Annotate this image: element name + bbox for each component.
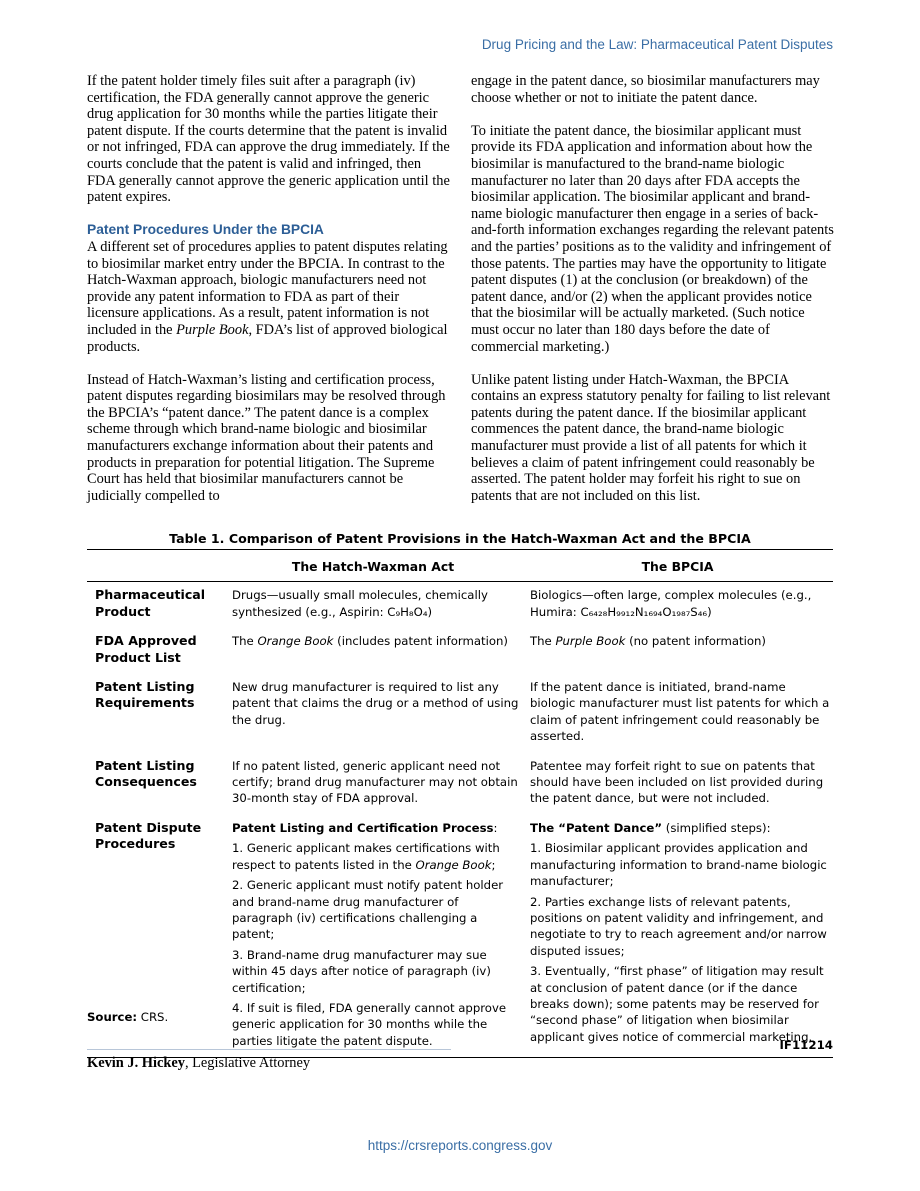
left-column (87, 73, 450, 521)
hatch-waxman-cell: New drug manufacturer is required to list any patent that claims the drug or a method of using the drug. (232, 680, 519, 727)
hatch-waxman-cell (224, 582, 522, 628)
paragraph: Instead of Hatch-Waxman’s listing and certification process, patent disputes regarding biosimilars may be resolved through the BPCIA’s “patent dance.” The patent dance is a complex scheme through which brand-name biologic and biosimilar manufacturers exchange information about their patents and products in preparation for potential litigation. The Supreme Court has held that biosimilar manufacturers cannot be judicially compelled to (87, 371, 446, 504)
text: Drugs—usually small molecules, chemically synthesized (e.g., Aspirin: (232, 588, 488, 619)
bpcia-cell (522, 815, 833, 1058)
chemical-formula: C₆₄₂₈H₉₉₁₂N₁₆₉₄O₁₉₈₇S₄₆ (580, 604, 708, 619)
text: : (493, 820, 498, 835)
text: 1. Generic applicant makes certifications with respect to patents listed in the (232, 841, 500, 872)
text: The (530, 634, 556, 649)
author-title: , Legislative Attorney (184, 1055, 311, 1071)
cell-heading (530, 820, 833, 836)
step-item: 4. If suit is filed, FDA generally cannot approve generic application for 30 months while the parties litigate the patent dispute. (232, 1000, 507, 1048)
header-empty-cell (87, 550, 224, 582)
bpcia-cell (522, 582, 833, 628)
header-bpcia: The BPCIA (522, 550, 833, 582)
table-header-row (87, 550, 833, 582)
author-name: Kevin J. Hickey (87, 1055, 185, 1071)
paragraph: engage in the patent dance, so biosimilar manufacturers may choose whether or not to initiate the patent dance. (471, 73, 820, 106)
step-item: 2. Parties exchange lists of relevant patents, positions on patent validity and infringement, and negotiate to try to reach agreement and/or narrow disputed issues; (530, 894, 827, 958)
comparison-table (87, 549, 833, 1058)
step-item (232, 840, 522, 873)
text: (includes patent information) (333, 634, 508, 649)
table-source (87, 1010, 168, 1024)
paragraph: Unlike patent listing under Hatch-Waxman, the BPCIA contains an express statutory penalty for failing to list relevant patents during the patent dance. If the biosimilar applicant commences the patent dance, the brand-name biologic manufacturer must provide a list of all patents for which it believes a claim of patent infringement could reasonably be asserted. The patent holder may forfeit his right to sue on patents that are not included on this list. (471, 371, 831, 504)
table-row (87, 753, 833, 815)
header-hatch-waxman: The Hatch-Waxman Act (224, 550, 522, 582)
text: Biologics—often large, complex molecules (e.g., Humira: (530, 588, 812, 619)
bpcia-cell: Patentee may forfeit right to sue on patents that should have been included on list provided during the patent dance, but were not included. (530, 758, 824, 806)
purple-book-title: Purple Book (176, 321, 249, 338)
report-code: IF11214 (779, 1038, 833, 1052)
row-label: Patent Dispute Procedures (87, 815, 224, 1058)
bpcia-cell: If the patent dance is initiated, brand-name biologic manufacturer must list patents for which a claim of patent infringement could reasonably be asserted. (530, 680, 830, 744)
step-item: 2. Generic applicant must notify patent holder and brand-name drug manufacturer of paragraph (iv) certifications challenging a patent; (232, 878, 504, 942)
source-value: CRS. (137, 1010, 169, 1024)
table-row (87, 582, 833, 628)
paragraph (87, 239, 450, 355)
text: , FDA’s list of approved biological products. (87, 321, 448, 355)
bold-text: Patent Listing and Certification Process (232, 820, 494, 835)
step-item: 3. Brand-name drug manufacturer may sue within 45 days after notice of paragraph (iv) certification; (232, 947, 491, 995)
paragraph: To initiate the patent dance, the biosimilar applicant must provide its FDA application and information about how the biosimilar is manufactured to the brand-name biologic manufacturer no later than 20 days after FDA accepts the biosimilar application. The biosimilar applicant and brand-name biologic manufacturer then engage in a series of back-and-forth information exchanges regarding the relevant patents and the parties’ positions as to the validity and infringement of those patents. The parties may have the opportunity to litigate patent disputes (1) at the conclusion (or breakdown) of the patent dance, and/or (2) when the applicant provides notice that the biosimilar will be actually marketed. (Such notice must occur no later than 180 days before the date of commercial marketing.) (471, 122, 834, 355)
hatch-waxman-cell: If no patent listed, generic applicant need not certify; brand drug manufacturer may not obtain 30-month stay of FDA approval. (232, 758, 518, 806)
row-label: Patent Listing Consequences (95, 757, 197, 790)
row-label: Patent Listing Requirements (95, 679, 195, 711)
purple-book-title: Purple Book (555, 634, 626, 649)
author-line (87, 1055, 310, 1072)
section-heading: Patent Procedures Under the BPCIA (87, 222, 324, 238)
hatch-waxman-cell (224, 815, 522, 1058)
orange-book-title: Orange Book (415, 857, 492, 872)
right-column (471, 73, 834, 521)
table-row (87, 628, 833, 674)
cell-heading (232, 820, 522, 836)
table-row (87, 674, 833, 753)
row-label: Pharmaceutical Product (95, 587, 206, 619)
step-item: 1. Biosimilar applicant provides application and manufacturing information to brand-name biologic manufacturer; (530, 841, 827, 889)
step-item: 3. Eventually, “first phase” of litigation may result at conclusion of patent dance (or if the dance breaks down); some patents may be reserved for “second phase” of litigation when biosimilar applicant gives notice of commercial marketing. (530, 964, 824, 1044)
footer-url[interactable]: https://crsreports.congress.gov (367, 1138, 553, 1153)
table-title: Table 1. Comparison of Patent Provisions in the Hatch-Waxman Act and the BPCIA (169, 531, 751, 546)
running-header: Drug Pricing and the Law: Pharmaceutical Patent Disputes (481, 37, 833, 52)
table-row (87, 815, 833, 1058)
text: The (232, 634, 258, 649)
text: A different set of procedures applies to patent disputes relating to biosimilar market entry under the BPCIA. In contrast to the Hatch-Waxman approach, biologic manufacturers need not provide any patent information to FDA as part of their licensure applications. As a result, patent information is not included in the (87, 238, 448, 338)
hatch-waxman-cell (224, 628, 522, 674)
chemical-formula: C₉H₈O₄ (387, 604, 428, 619)
orange-book-title: Orange Book (257, 634, 334, 649)
divider (87, 1049, 451, 1050)
bpcia-cell (522, 628, 833, 674)
text: ; (491, 857, 496, 872)
text: (no patent information) (625, 634, 766, 649)
text: (simplified steps): (662, 820, 771, 835)
source-label: Source: (87, 1010, 138, 1024)
paragraph: If the patent holder timely files suit after a paragraph (iv) certification, the FDA generally cannot approve the generic drug application for 30 months while the parties litigate their patent dispute. If the courts determine that the patent is invalid or not infringed, FDA can approve the drug immediately. If the courts conclude that the patent is valid and infringed, then FDA generally cannot approve the generic application until the patent expires. (87, 73, 450, 206)
text: ) (707, 604, 712, 619)
bold-text: The “Patent Dance” (530, 820, 663, 835)
row-label: FDA Approved Product List (95, 633, 197, 665)
text: ) (427, 604, 433, 619)
